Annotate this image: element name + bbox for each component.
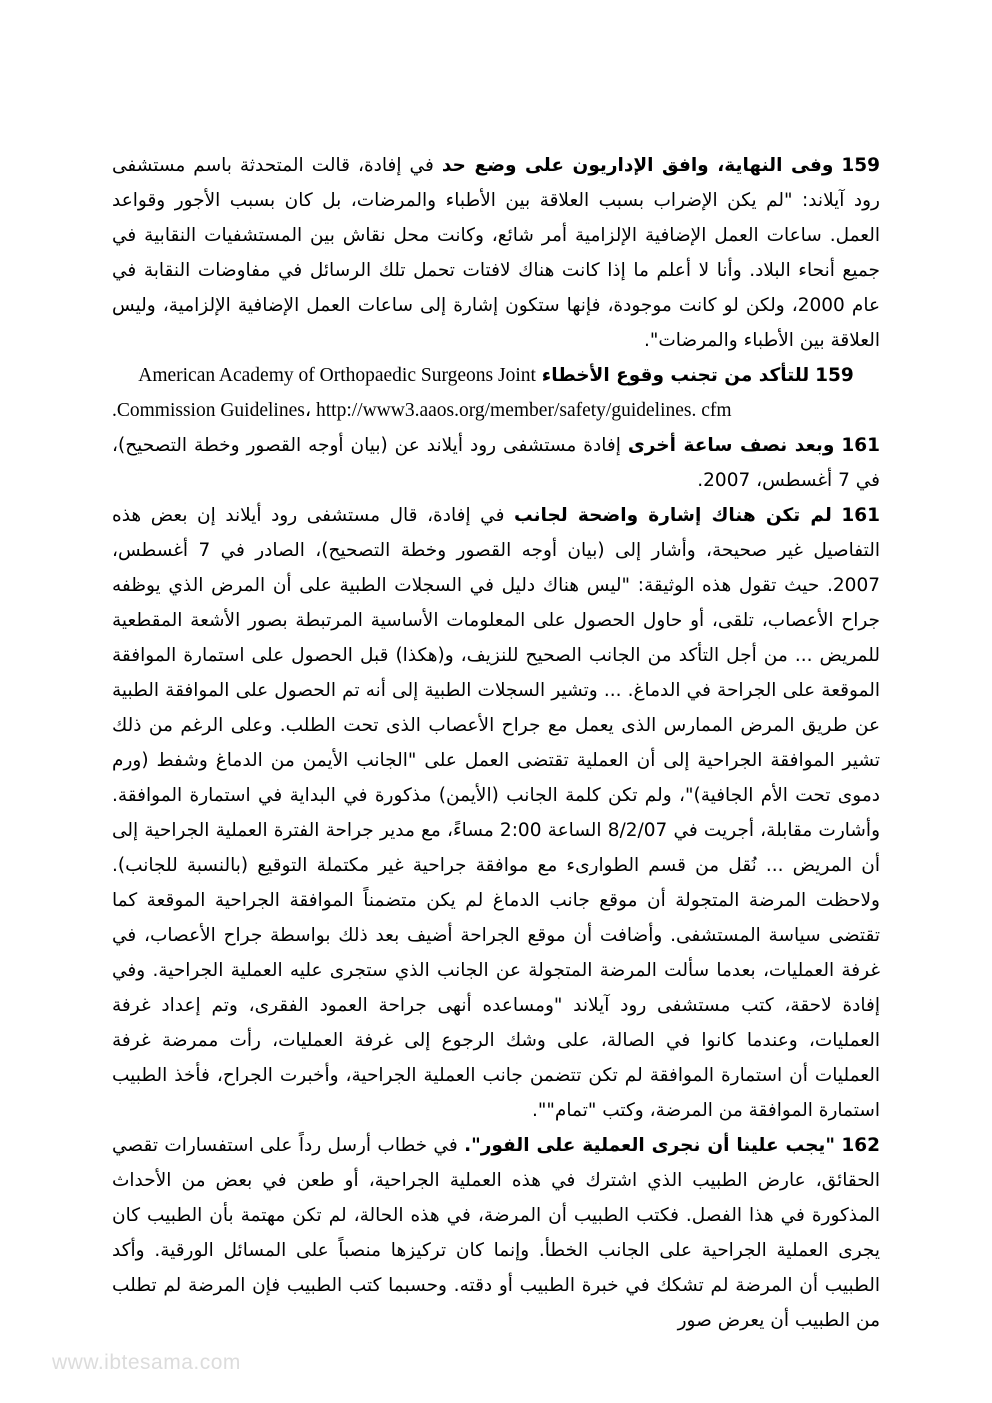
paragraph-162 [112, 1128, 880, 1338]
section-number-161-a: 161 [841, 435, 880, 456]
section-body-162: في خطاب أرسل رداً على استفسارات تقصي الحقائق، عارض الطبيب الذي اشترك في هذه العملية الجراحية، أو طعن في بعض من الأحداث المذكورة في هذا الفصل. فكتب الطبيب أن المرضة، في هذه الحالة، لم تكن مهتمة بأن الطبيب كان يجرى العملية الجراحية على الجانب الخطأ. وإنما كان تركيزها منصباً على المسائل الورقية. وأكد الطبيب أن المرضة لم تشكك في خبرة الطبيب أو دقته. وحسبما كتب الطبيب فإن المرضة لم تطلب من الطبيب أن يعرض صور [112, 1135, 880, 1331]
section-number-161-b: 161 [841, 505, 880, 526]
section-lead-159-a: وفى النهاية، وافق الإداريون على وضع حد [441, 155, 834, 176]
paragraph-159-a [112, 148, 880, 358]
reference-url: .Commission Guidelines، http://www3.aaos.org/member/safety/guidelines. cfm [112, 400, 732, 421]
document-body [112, 148, 880, 1338]
section-lead-161-b: لم تكن هناك إشارة واضحة لجانب [514, 505, 832, 526]
section-body-161-a: إفادة مستشفى رود أيلاند عن (بيان أوجه القصور وخطة التصحيح)، في 7 أغسطس، 2007. [112, 435, 880, 491]
site-watermark: www.ibtesama.com [52, 1351, 241, 1374]
section-number-159-a: 159 [841, 155, 881, 176]
section-number-159-b: 159 [815, 365, 854, 386]
paragraph-161-a [112, 428, 880, 498]
section-body-159-a: في إفادة، قالت المتحدثة باسم مستشفى رود آيلاند: "لم يكن الإضراب بسبب العلاقة بين الأطباء والمرضات، بل كان بسبب الأجور وقواعد العمل. ساعات العمل الإضافية الإلزامية أمر شائع، وكانت محل نقاش بين المستشفيات النقابية في جميع أنحاء البلاد. وأنا لا أعلم ما إذا كانت هناك لافتات تحمل تلك الرسائل في مفاوضات النقابة في عام 2000، ولكن لو كانت موجودة، فإنها ستكون إشارة إلى ساعات العمل الإضافية الإلزامية، وليس العلاقة بين الأطباء والمرضات". [112, 155, 880, 351]
section-lead-162: "يجب علينا أن نجرى العملية على الفور". [464, 1135, 836, 1156]
section-number-162: 162 [841, 1135, 881, 1156]
reference-english-title: American Academy of Orthopaedic Surgeons Joint [138, 365, 536, 386]
section-body-161-b: في إفادة، قال مستشفى رود أيلاند إن بعض هذه التفاصيل غير صحيحة، وأشار إلى (بيان أوجه القصور وخطة التصحيح)، الصادر في 7 أغسطس، 2007. حيث تقول هذه الوثيقة: "ليس هناك دليل في السجلات الطبية على أن المرض الذي يوظفه جراح الأعصاب، تلقى، أو حاول الحصول على المعلومات الأساسية المرتبطة بصور الأشعة المقطعية للمريض ... من أجل التأكد من الجانب الصحيح للنزيف، و(هكذا) قبل الحصول على استمارة الموافقة الموقعة على الجراحة في الدماغ. ... وتشير السجلات الطبية إلى أنه تم الحصول على الموافقة الطبية عن طريق المرض الممارس الذى يعمل مع جراح الأعصاب الذى تحت الطلب. وعلى الرغم من ذلك تشير الموافقة الجراحية إلى أن العملية تقتضى العمل على "الجانب الأيمن من الدماغ وشفط (ورم دموى تحت الأم الجافية)"، ولم تكن كلمة الجانب (الأيمن) مذكورة في البداية في استمارة الموافقة. وأشارت مقابلة، أجريت في 8/2/07 الساعة 2:00 مساءً، مع مدير جراحة الفترة العملية الجراحية إلى أن المريض ... نُقل من قسم الطوارىء مع موافقة جراحية غير مكتملة التوقيع (بالنسبة للجانب). ولاحظت المرضة المتجولة أن موقع جانب الدماغ لم يكن متضمناً الموافقة الجراحية الموقعة كما تقتضى سياسة المستشفى. وأضافت أن موقع الجراحة أضيف بعد ذلك بواسطة جراح الأعصاب، في غرفة العمليات، بعدما سألت المرضة المتجولة عن الجانب الذي ستجرى عليه العملية الجراحية. وفي إفادة لاحقة، كتب مستشفى رود آيلاند "ومساعده أنهى جراحة العمود الفقرى، وتم إعداد غرفة العمليات، وعندما كانوا في الصالة، على وشك الرجوع إلى غرفة العمليات، رأت ممرضة غرفة العمليات أن استمارة الموافقة لم تكن تتضمن جانب العملية الجراحية، وأخبرت الجراح، فأخذ الطبيب استمارة الموافقة من المرضة، وكتب "تمام"". [112, 505, 880, 1121]
paragraph-159-b [112, 358, 880, 393]
section-lead-159-b: للتأكد من تجنب وقوع الأخطاء [541, 365, 810, 386]
reference-url-line [112, 393, 880, 428]
paragraph-161-b [112, 498, 880, 1128]
section-lead-161-a: وبعد نصف ساعة أخرى [627, 435, 835, 456]
